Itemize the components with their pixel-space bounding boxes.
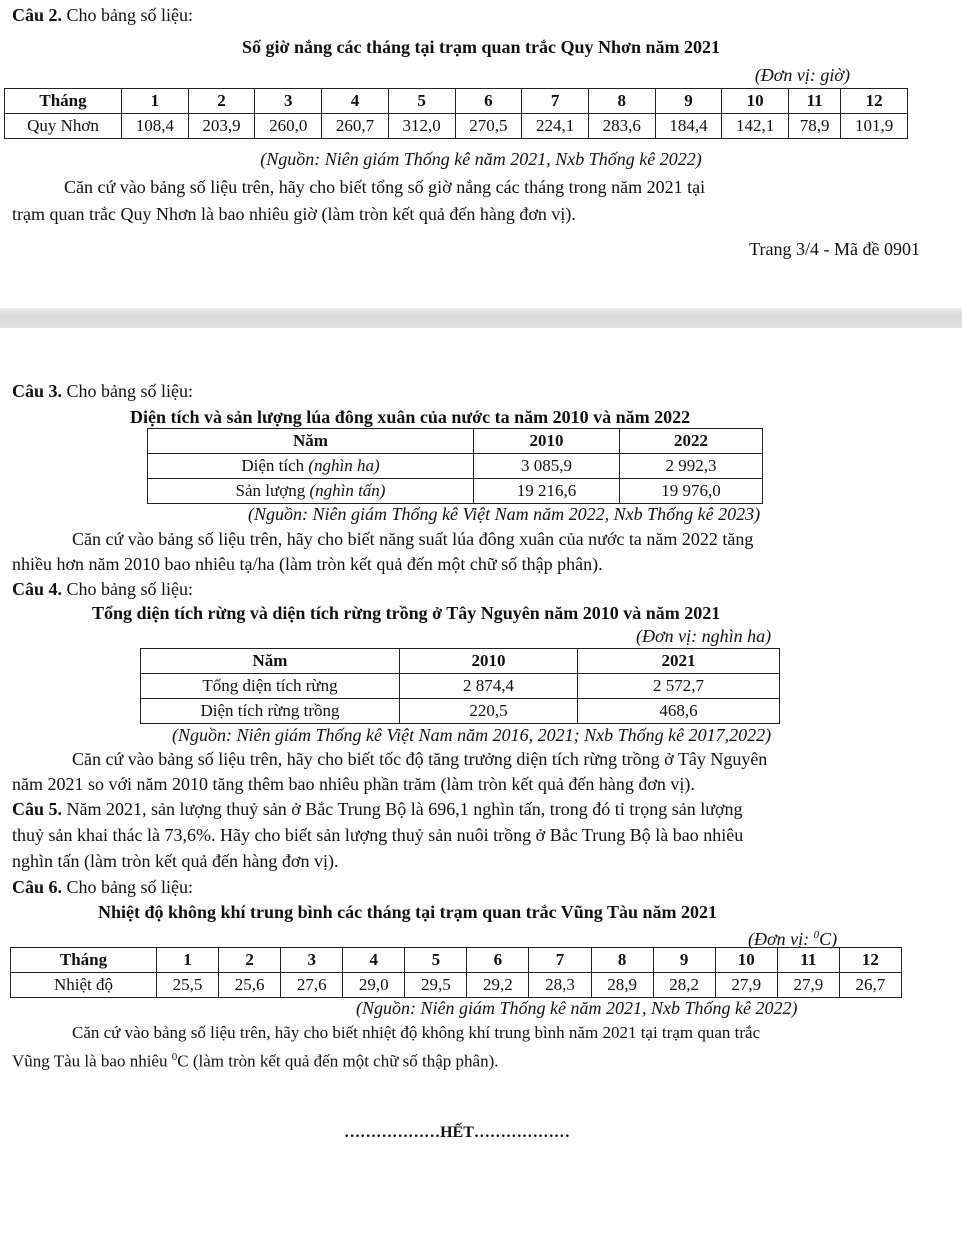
q2-data-row	[5, 114, 908, 139]
q3-question-line1: Căn cứ vào bảng số liệu trên, hãy cho biết năng suất lúa đông xuân của nước ta năm 2022 tăng	[72, 529, 754, 549]
q6-month: 10	[715, 948, 777, 973]
q3-intro: Cho bảng số liệu:	[66, 381, 194, 401]
q6-value: 29,2	[467, 973, 529, 998]
q6-unit-degree: 0	[813, 929, 820, 941]
q6-value: 28,2	[653, 973, 715, 998]
q3-question-line2: nhiều hơn năm 2010 bao nhiêu tạ/ha (làm tròn kết quả đến một chữ số thập phân).	[12, 554, 603, 574]
q2-value: 312,0	[388, 114, 455, 139]
q4-header-2010: 2010	[400, 649, 578, 674]
q2-month: 2	[188, 89, 255, 114]
q4-heading	[12, 578, 193, 600]
q2-table	[4, 88, 908, 139]
q2-month: 10	[722, 89, 789, 114]
q2-month: 5	[388, 89, 455, 114]
q6-question-line2	[12, 1046, 499, 1073]
q2-header-label: Tháng	[5, 89, 122, 114]
q6-value: 27,6	[281, 973, 343, 998]
q6-value: 27,9	[715, 973, 777, 998]
q2-label: Câu 2.	[12, 5, 63, 25]
q6-month: 9	[653, 948, 715, 973]
q6-month: 8	[591, 948, 653, 973]
q3-header-year: Năm	[148, 429, 474, 454]
q3-source: (Nguồn: Niên giám Thống kê Việt Nam năm 2022, Nxb Thống kê 2023)	[248, 504, 761, 524]
q2-month: 8	[588, 89, 655, 114]
q2-header-row	[5, 89, 908, 114]
q3-value: 2 992,3	[620, 454, 763, 479]
q6-value: 26,7	[839, 973, 901, 998]
q3-heading	[12, 380, 193, 402]
q2-question-line2: trạm quan trắc Quy Nhơn là bao nhiêu giờ (làm tròn kết quả đến hàng đơn vị).	[12, 204, 576, 224]
q6-value: 27,9	[777, 973, 839, 998]
q2-value: 203,9	[188, 114, 255, 139]
q6-month: 6	[467, 948, 529, 973]
q3-value: 19 976,0	[620, 479, 763, 504]
q6-source: (Nguồn: Niên giám Thống kê năm 2021, Nxb Thống kê 2022)	[356, 998, 798, 1018]
q6-month: 2	[219, 948, 281, 973]
q2-month: 12	[841, 89, 908, 114]
q6-header-label: Tháng	[11, 948, 157, 973]
q6-value: 25,5	[157, 973, 219, 998]
q6-month: 5	[405, 948, 467, 973]
q2-value: 101,9	[841, 114, 908, 139]
q6-label: Câu 6.	[12, 877, 63, 897]
q3-label: Câu 3.	[12, 381, 63, 401]
q6-intro: Cho bảng số liệu:	[66, 877, 194, 897]
q6-degree: 0	[171, 1051, 178, 1063]
q6-question-text: C (làm tròn kết quả đến một chữ số thập phân).	[177, 1051, 499, 1071]
q5-line3: nghìn tấn (làm tròn kết quả đến hàng đơn vị).	[12, 851, 339, 871]
q3-row-name: Diện tích	[241, 456, 309, 475]
q2-heading	[12, 4, 193, 26]
q5-label: Câu 5.	[12, 799, 63, 819]
q6-value: 28,3	[529, 973, 591, 998]
q3-row-area	[148, 454, 763, 479]
q2-intro: Cho bảng số liệu:	[66, 5, 194, 25]
q3-row-unit: (nghìn ha)	[308, 456, 380, 475]
q2-month: 9	[655, 89, 722, 114]
q2-row-label: Quy Nhơn	[5, 114, 122, 139]
q4-question-line2: năm 2021 so với năm 2010 tăng thêm bao nhiêu phần trăm (làm tròn kết quả đến hàng đơn vị).	[12, 774, 695, 794]
q6-title: Nhiệt độ không khí trung bình các tháng tại trạm quan trắc Vũng Tàu năm 2021	[98, 902, 717, 922]
q6-heading	[12, 876, 193, 898]
q6-month: 3	[281, 948, 343, 973]
q2-month: 6	[455, 89, 522, 114]
q6-data-row	[11, 973, 902, 998]
q6-unit-suffix: C)	[819, 929, 838, 949]
q2-value: 260,0	[255, 114, 322, 139]
q3-value: 3 085,9	[474, 454, 620, 479]
page-divider	[0, 308, 962, 328]
q2-month: 1	[122, 89, 189, 114]
q2-month: 4	[322, 89, 389, 114]
q5-line2: thuỷ sản khai thác là 73,6%. Hãy cho biết sản lượng thuỷ sản nuôi trồng ở Bắc Trung Bộ là bao nhiêu	[12, 825, 744, 845]
page-footer: Trang 3/4 - Mã đề 0901	[749, 239, 920, 259]
q2-month: 11	[789, 89, 841, 114]
q3-table	[147, 428, 763, 504]
q4-row-planted	[141, 699, 780, 724]
q4-question-line1: Căn cứ vào bảng số liệu trên, hãy cho biết tốc độ tăng trưởng diện tích rừng trồng ở Tây Nguyên	[72, 749, 768, 769]
q6-question-line1: Căn cứ vào bảng số liệu trên, hãy cho biết nhiệt độ không khí trung bình năm 2021 tại trạm quan trắc	[72, 1023, 761, 1042]
q6-month: 1	[157, 948, 219, 973]
q2-value: 142,1	[722, 114, 789, 139]
q4-unit: (Đơn vị: nghìn ha)	[636, 626, 772, 646]
q6-value: 29,0	[343, 973, 405, 998]
q3-row-label	[148, 454, 474, 479]
q6-question-text: Vũng Tàu là bao nhiêu	[12, 1051, 172, 1071]
q2-month: 7	[522, 89, 589, 114]
q4-header-2021: 2021	[578, 649, 780, 674]
q2-value: 78,9	[789, 114, 841, 139]
q4-table	[140, 648, 780, 724]
q4-row-label: Diện tích rừng trồng	[141, 699, 400, 724]
q6-month: 12	[839, 948, 901, 973]
q2-value: 108,4	[122, 114, 189, 139]
q4-row-label: Tổng diện tích rừng	[141, 674, 400, 699]
q4-value: 220,5	[400, 699, 578, 724]
q6-value: 28,9	[591, 973, 653, 998]
q2-unit: (Đơn vị: giờ)	[754, 65, 850, 85]
q2-value: 260,7	[322, 114, 389, 139]
q3-value: 19 216,6	[474, 479, 620, 504]
q3-row-name: Sản lượng	[235, 481, 310, 500]
q6-header-row	[11, 948, 902, 973]
q3-row-unit: (nghìn tấn)	[309, 481, 386, 500]
q4-intro: Cho bảng số liệu:	[66, 579, 194, 599]
q3-header-2010: 2010	[474, 429, 620, 454]
q4-row-total	[141, 674, 780, 699]
q6-month: 11	[777, 948, 839, 973]
q4-header-row	[141, 649, 780, 674]
q2-question-line1: Căn cứ vào bảng số liệu trên, hãy cho biết tổng số giờ nắng các tháng trong năm 2021 tại	[64, 177, 706, 197]
q3-row-output	[148, 479, 763, 504]
q4-value: 2 874,4	[400, 674, 578, 699]
q6-month: 4	[343, 948, 405, 973]
q2-title: Số giờ nắng các tháng tại trạm quan trắc Quy Nhơn năm 2021	[242, 37, 720, 57]
q6-row-label: Nhiệt độ	[11, 973, 157, 998]
q6-value: 29,5	[405, 973, 467, 998]
q2-value: 270,5	[455, 114, 522, 139]
q4-title: Tổng diện tích rừng và diện tích rừng trồng ở Tây Nguyên năm 2010 và năm 2021	[92, 603, 721, 623]
q2-source: (Nguồn: Niên giám Thống kê năm 2021, Nxb Thống kê 2022)	[260, 149, 702, 169]
q3-title: Diện tích và sản lượng lúa đông xuân của nước ta năm 2010 và năm 2022	[130, 407, 691, 427]
q5-line1	[12, 798, 743, 820]
q4-source: (Nguồn: Niên giám Thống kê Việt Nam năm 2016, 2021; Nxb Thống kê 2017,2022)	[172, 725, 772, 745]
q3-row-label	[148, 479, 474, 504]
q3-header-2022: 2022	[620, 429, 763, 454]
q4-header-year: Năm	[141, 649, 400, 674]
q2-value: 283,6	[588, 114, 655, 139]
q6-value: 25,6	[219, 973, 281, 998]
q5-text: Năm 2021, sản lượng thuỷ sản ở Bắc Trung Bộ là 696,1 nghìn tấn, trong đó tỉ trọng sản lượng	[66, 799, 743, 819]
q4-label: Câu 4.	[12, 579, 63, 599]
q6-month: 7	[529, 948, 591, 973]
q4-value: 2 572,7	[578, 674, 780, 699]
q6-unit-prefix: (Đơn vị:	[748, 929, 814, 949]
q6-table	[10, 947, 902, 998]
q2-value: 184,4	[655, 114, 722, 139]
q2-month: 3	[255, 89, 322, 114]
q3-header-row	[148, 429, 763, 454]
end-marker: ………………HẾT………………	[344, 1124, 570, 1141]
q4-value: 468,6	[578, 699, 780, 724]
q2-value: 224,1	[522, 114, 589, 139]
